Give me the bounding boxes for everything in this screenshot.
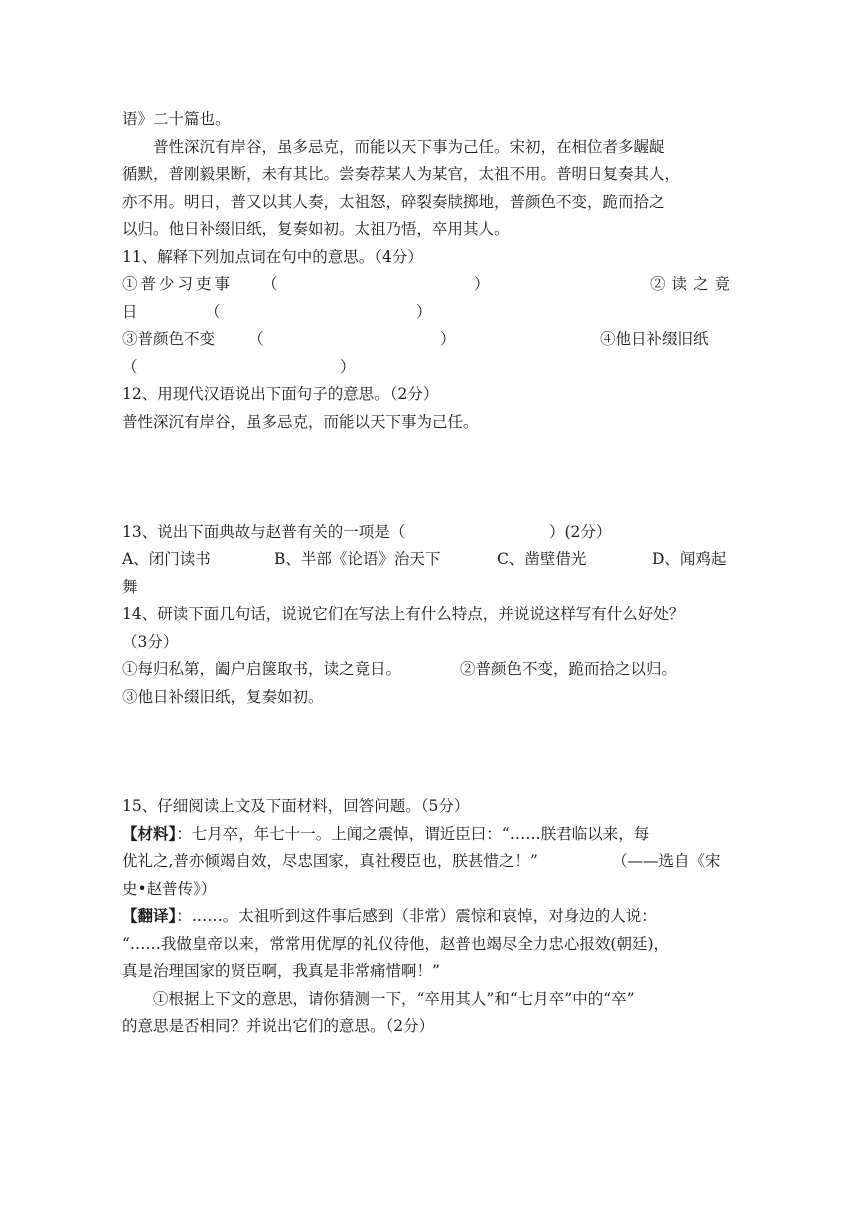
- q11-paren-open: （: [262, 275, 278, 293]
- q15-material-source: （——选自《宋: [612, 852, 721, 870]
- q15-material-source-cont: 史•赵普传》）: [122, 880, 217, 898]
- q15-sub1-line: 的意思是否相同？并说出它们的意思。（2分）: [122, 1017, 435, 1035]
- q15-translation-line: 真是治理国家的贤臣啊，我真是非常痛惜啊！”: [122, 962, 440, 980]
- q11-paren-close: ）: [474, 275, 490, 293]
- q11-item1: ①普少习吏事: [122, 275, 234, 293]
- q11-paren-close: ）: [416, 303, 432, 321]
- q11-item2-cont: 日: [122, 303, 138, 321]
- q11-paren-open: （: [248, 330, 264, 348]
- translation-label: 【翻译】: [122, 906, 177, 925]
- q11-paren-open: （: [205, 303, 221, 321]
- q13-option-d: D、闻鸡起: [652, 550, 727, 568]
- q13-option-c: C、凿壁借光: [497, 550, 587, 568]
- q11-paren-close: ）: [340, 358, 356, 376]
- q11-paren-open: （: [122, 358, 138, 376]
- passage-line: 语》二十篇也。: [122, 110, 231, 128]
- q12-sentence: 普性深沉有岸谷，虽多忌克，而能以天下事为己任。: [122, 413, 479, 431]
- q15-translation-line: [122, 906, 657, 926]
- passage-line: 循默，普刚毅果断，未有其比。尝奏荐某人为某官，太祖不用。普明日复奏其人，: [122, 165, 681, 183]
- passage-line: 亦不用。明日，普又以其人奏，太祖怒，碎裂奏牍掷地，普颜色不变，跪而拾之: [122, 193, 665, 211]
- q11-paren-close: ）: [440, 330, 456, 348]
- q12-stem: 12、用现代汉语说出下面句子的意思。（2分）: [122, 385, 439, 403]
- q11-stem: 11、解释下列加点词在句中的意思。（4分）: [122, 248, 423, 266]
- passage-line: 以归。他日补缀旧纸，复奏如初。太祖乃悟，卒用其人。: [122, 220, 510, 238]
- q11-item3: ③普颜色不变: [122, 330, 216, 348]
- q15-material-line: [122, 824, 649, 844]
- q14-sentence-1: ①每归私第，阖户启箧取书，读之竟日。: [122, 660, 402, 678]
- q15-translation-line: “……我做皇帝以来，常常用优厚的礼仪待他，赵普也竭尽全力忠心报效(朝廷)，: [122, 935, 670, 953]
- q13-option-a: A、闭门读书: [122, 550, 211, 568]
- material-label: 【材料】: [122, 824, 177, 843]
- q14-stem: 14、研读下面几句话，说说它们在写法上有什么特点，并说说这样写有什么好处？: [122, 605, 685, 623]
- q14-sentence-3: ③他日补缀旧纸，复奏如初。: [122, 688, 324, 706]
- q13-stem-end: ）(2分）: [549, 523, 612, 541]
- q11-item2: ②读之竟: [650, 275, 737, 293]
- q15-sub1-line: ①根据上下文的意思，请你猜测一下，“卒用其人”和“七月卒”中的“卒”: [153, 990, 635, 1008]
- translation-text: ：……。太祖听到这件事后感到（非常）震惊和哀悼，对身边的人说：: [176, 907, 657, 925]
- material-text: ：七月卒，年七十一。上闻之震悼，谓近臣曰：“……朕君临以来，每: [176, 825, 650, 843]
- q14-sentence-2: ②普颜色不变，跪而拾之以归。: [460, 660, 678, 678]
- q14-stem-cont: （3分）: [122, 633, 179, 651]
- passage-line: 普性深沉有岸谷，虽多忌克，而能以天下事为己任。宋初，在相位者多龌龊: [153, 138, 665, 156]
- q13-stem: 13、说出下面典故与赵普有关的一项是（: [122, 523, 406, 541]
- q13-option-b: B、半部《论语》治天下: [274, 550, 441, 568]
- q13-option-d-cont: 舞: [122, 578, 138, 596]
- q15-stem: 15、仔细阅读上文及下面材料，回答问题。（5分）: [122, 797, 470, 815]
- q15-material-line: 优礼之,普亦倾竭自效，尽忠国家，真社稷臣也，朕甚惜之！”: [122, 852, 538, 870]
- q11-item4: ④他日补缀旧纸: [600, 330, 709, 348]
